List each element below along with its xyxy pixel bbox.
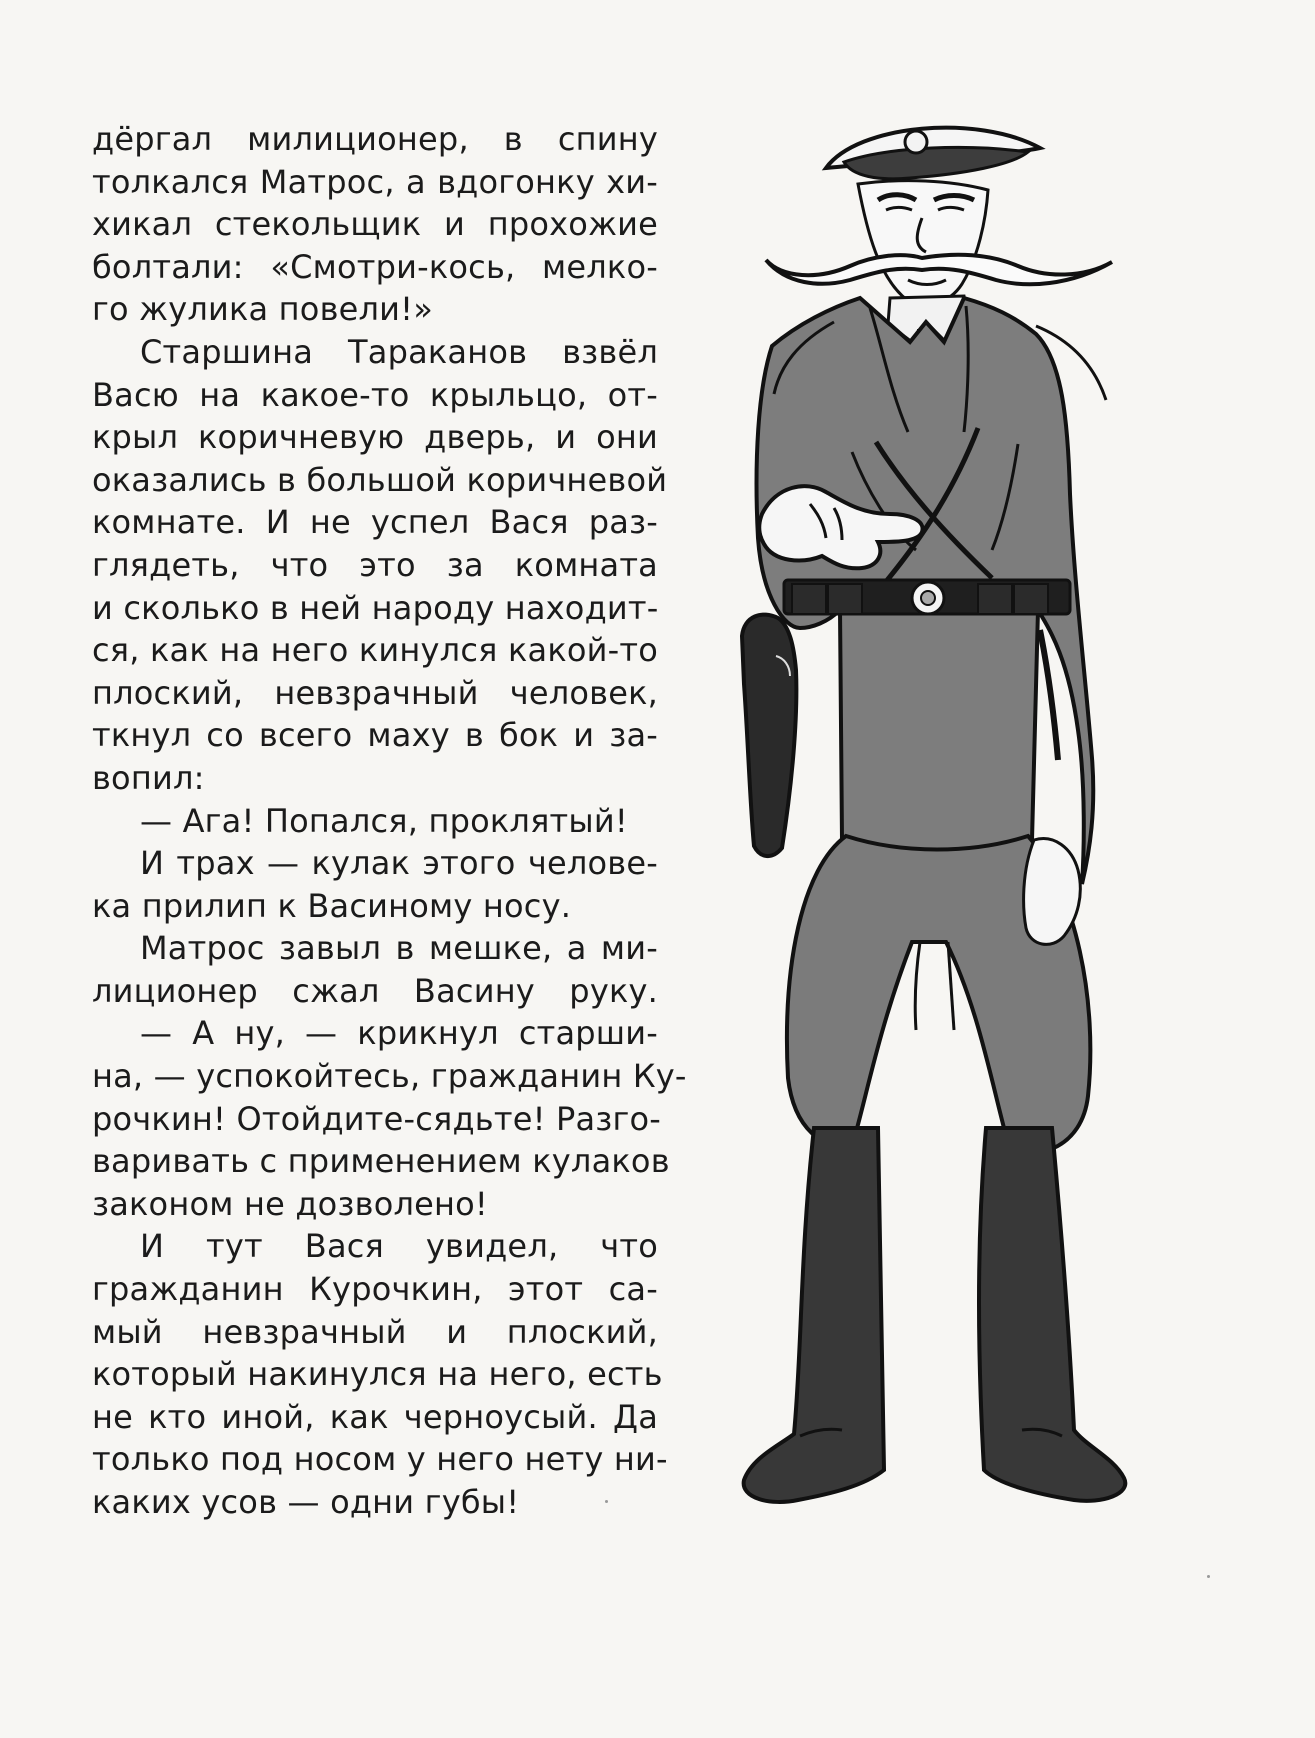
text-line: который накинулся на него, есть [92,1355,663,1394]
text-line: плоский, невзрачный человек, [92,673,658,712]
text-line: лиционер сжал Васину руку. [92,971,658,1010]
text-line: толкался Матрос, а вдогонку хи- [92,162,658,201]
text-line: и сколько в ней народу находит- [92,588,659,627]
left-boot-icon [744,1128,884,1502]
holster-icon [742,615,796,856]
text-line: гражданин Курочкин, этот са- [92,1270,658,1309]
text-line: ткнул со всего маху в бок и за- [92,716,658,755]
text-line: Матрос завыл в мешке, а ми- [140,929,658,968]
right-boot-icon [979,1128,1125,1501]
text-line: Васю на какое-то крыльцо, от- [92,375,658,414]
text-line: комнате. И не успел Вася раз- [92,503,658,542]
text-line: не кто иной, как черноусый. Да [92,1397,658,1436]
militiaman-illustration-icon [740,110,1140,1580]
text-line: — А ну, — крикнул старши- [140,1014,658,1053]
scan-speck [605,1500,608,1503]
text-line: болтали: «Смотри-кось, мелко- [92,247,658,286]
text-line: на, — успокойтесь, гражданин Ку- [92,1057,687,1096]
text-line: рочкин! Отойдите-сядьте! Разго- [92,1099,662,1138]
text-line: хикал стекольщик и прохожие [92,205,658,244]
text-line: ся, как на него кинулся какой-то [92,631,658,670]
text-line: глядеть, что это за комната [92,545,658,584]
text-line: Старшина Тараканов взвёл [140,332,658,371]
text-line: дёргал милиционер, в спину [92,120,658,158]
text-line: только под носом у него нету ни- [92,1440,668,1479]
text-line: го жулика повели!» [92,290,433,329]
text-line: оказались в большой коричневой [92,460,668,499]
text-line: варивать с применением кулаков [92,1142,670,1181]
story-text [92,118,687,1524]
text-line: законом не дозволено! [92,1184,488,1223]
text-line: каких усов — одни губы! [92,1483,520,1521]
text-line: — Ага! Попался, проклятый! [140,801,628,840]
text-line: крыл коричневую дверь, и они [92,418,658,457]
text-line: ка прилип к Васиному носу. [92,886,572,925]
text-line: И трах — кулак этого челове- [140,844,658,883]
text-line: И тут Вася увидел, что [140,1227,658,1266]
text-line: мый невзрачный и плоский, [92,1312,658,1351]
scan-speck [1207,1575,1210,1578]
text-line: вопил: [92,758,205,797]
